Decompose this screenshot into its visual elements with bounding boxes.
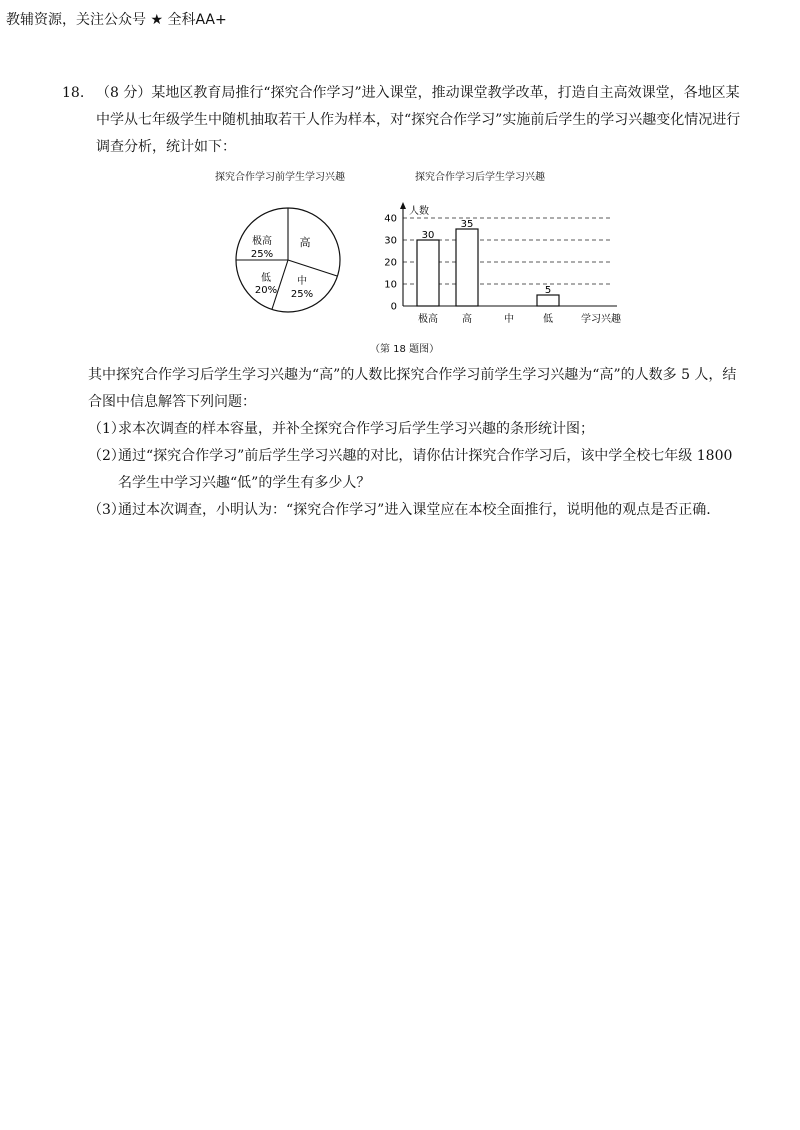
pie-pct-zhong: 25% xyxy=(290,289,314,300)
bar-data-label: 35 xyxy=(460,219,474,230)
bar-data-label: 30 xyxy=(421,230,435,241)
bar-chart xyxy=(200,160,640,340)
pie-chart-title: 探究合作学习前学生学习兴趣 xyxy=(215,172,345,183)
subquestion-text: 求本次调查的样本容量，并补全探究合作学习后学生学习兴趣的条形统计图； xyxy=(118,421,594,437)
bar xyxy=(417,240,439,306)
subquestion-label: （3） xyxy=(88,502,125,518)
page-header: 教辅资源，关注公众号 ★ 全科AA+ xyxy=(6,12,227,28)
subquestion-text: 通过“探究合作学习”前后学生学习兴趣的对比，请你估计探究合作学习后，该中学全校七年级 1800 名学生中学习兴趣“低”的学生有多少人？ xyxy=(118,448,733,491)
subquestion-2 xyxy=(88,443,748,497)
subquestion-label: （2） xyxy=(88,448,125,464)
y-axis-label: 人数 xyxy=(409,206,429,217)
pie-label-jigao: 极高 xyxy=(252,236,272,247)
pie-pct-jigao: 25% xyxy=(250,249,274,260)
pie-pct-di: 20% xyxy=(254,285,278,296)
bar-data-label: 5 xyxy=(544,285,552,296)
x-axis-label: 学习兴趣 xyxy=(581,314,621,325)
bar xyxy=(456,229,478,306)
figure-area xyxy=(200,160,640,360)
x-tick-label: 极高 xyxy=(418,314,438,325)
x-tick-label: 低 xyxy=(543,314,553,325)
x-tick-label: 高 xyxy=(462,314,472,325)
pie-label-gao: 高 xyxy=(299,236,311,249)
y-tick-label: 0 xyxy=(390,301,397,313)
question-text: （8 分）某地区教育局推行“探究合作学习”进入课堂，推动课堂教学改革，打造自主高效课堂，各地区某中学从七年级学生中随机抽取若干人作为样本，对“探究合作学习”实施前后学生的学习兴趣变化情况进行调查分析，统计如下： xyxy=(96,85,741,155)
pie-label-di: 低 xyxy=(261,273,271,284)
y-axis-arrow xyxy=(400,202,406,209)
subquestion-text: 通过本次调查，小明认为：“探究合作学习”进入课堂应在本校全面推行，说明他的观点是否正确. xyxy=(118,502,711,518)
question-stem xyxy=(62,80,752,161)
x-tick-label: 中 xyxy=(504,314,514,325)
subquestion-3 xyxy=(88,497,748,524)
y-tick-label: 20 xyxy=(384,257,397,269)
question-number: 18. xyxy=(62,85,85,101)
subquestion-label: （1） xyxy=(88,421,125,437)
y-tick-label: 40 xyxy=(384,213,397,225)
figure-caption: （第 18 题图） xyxy=(370,344,440,355)
bar-chart-title: 探究合作学习后学生学习兴趣 xyxy=(415,172,545,183)
y-tick-label: 30 xyxy=(384,235,397,247)
followup-text: 其中探究合作学习后学生学习兴趣为“高”的人数比探究合作学习前学生学习兴趣为“高”的人数多 5 人，结合图中信息解答下列问题： xyxy=(88,367,737,410)
bar xyxy=(537,295,559,306)
subquestion-1 xyxy=(88,416,748,443)
pie-label-zhong: 中 xyxy=(297,276,307,287)
y-tick-label: 10 xyxy=(384,279,397,291)
